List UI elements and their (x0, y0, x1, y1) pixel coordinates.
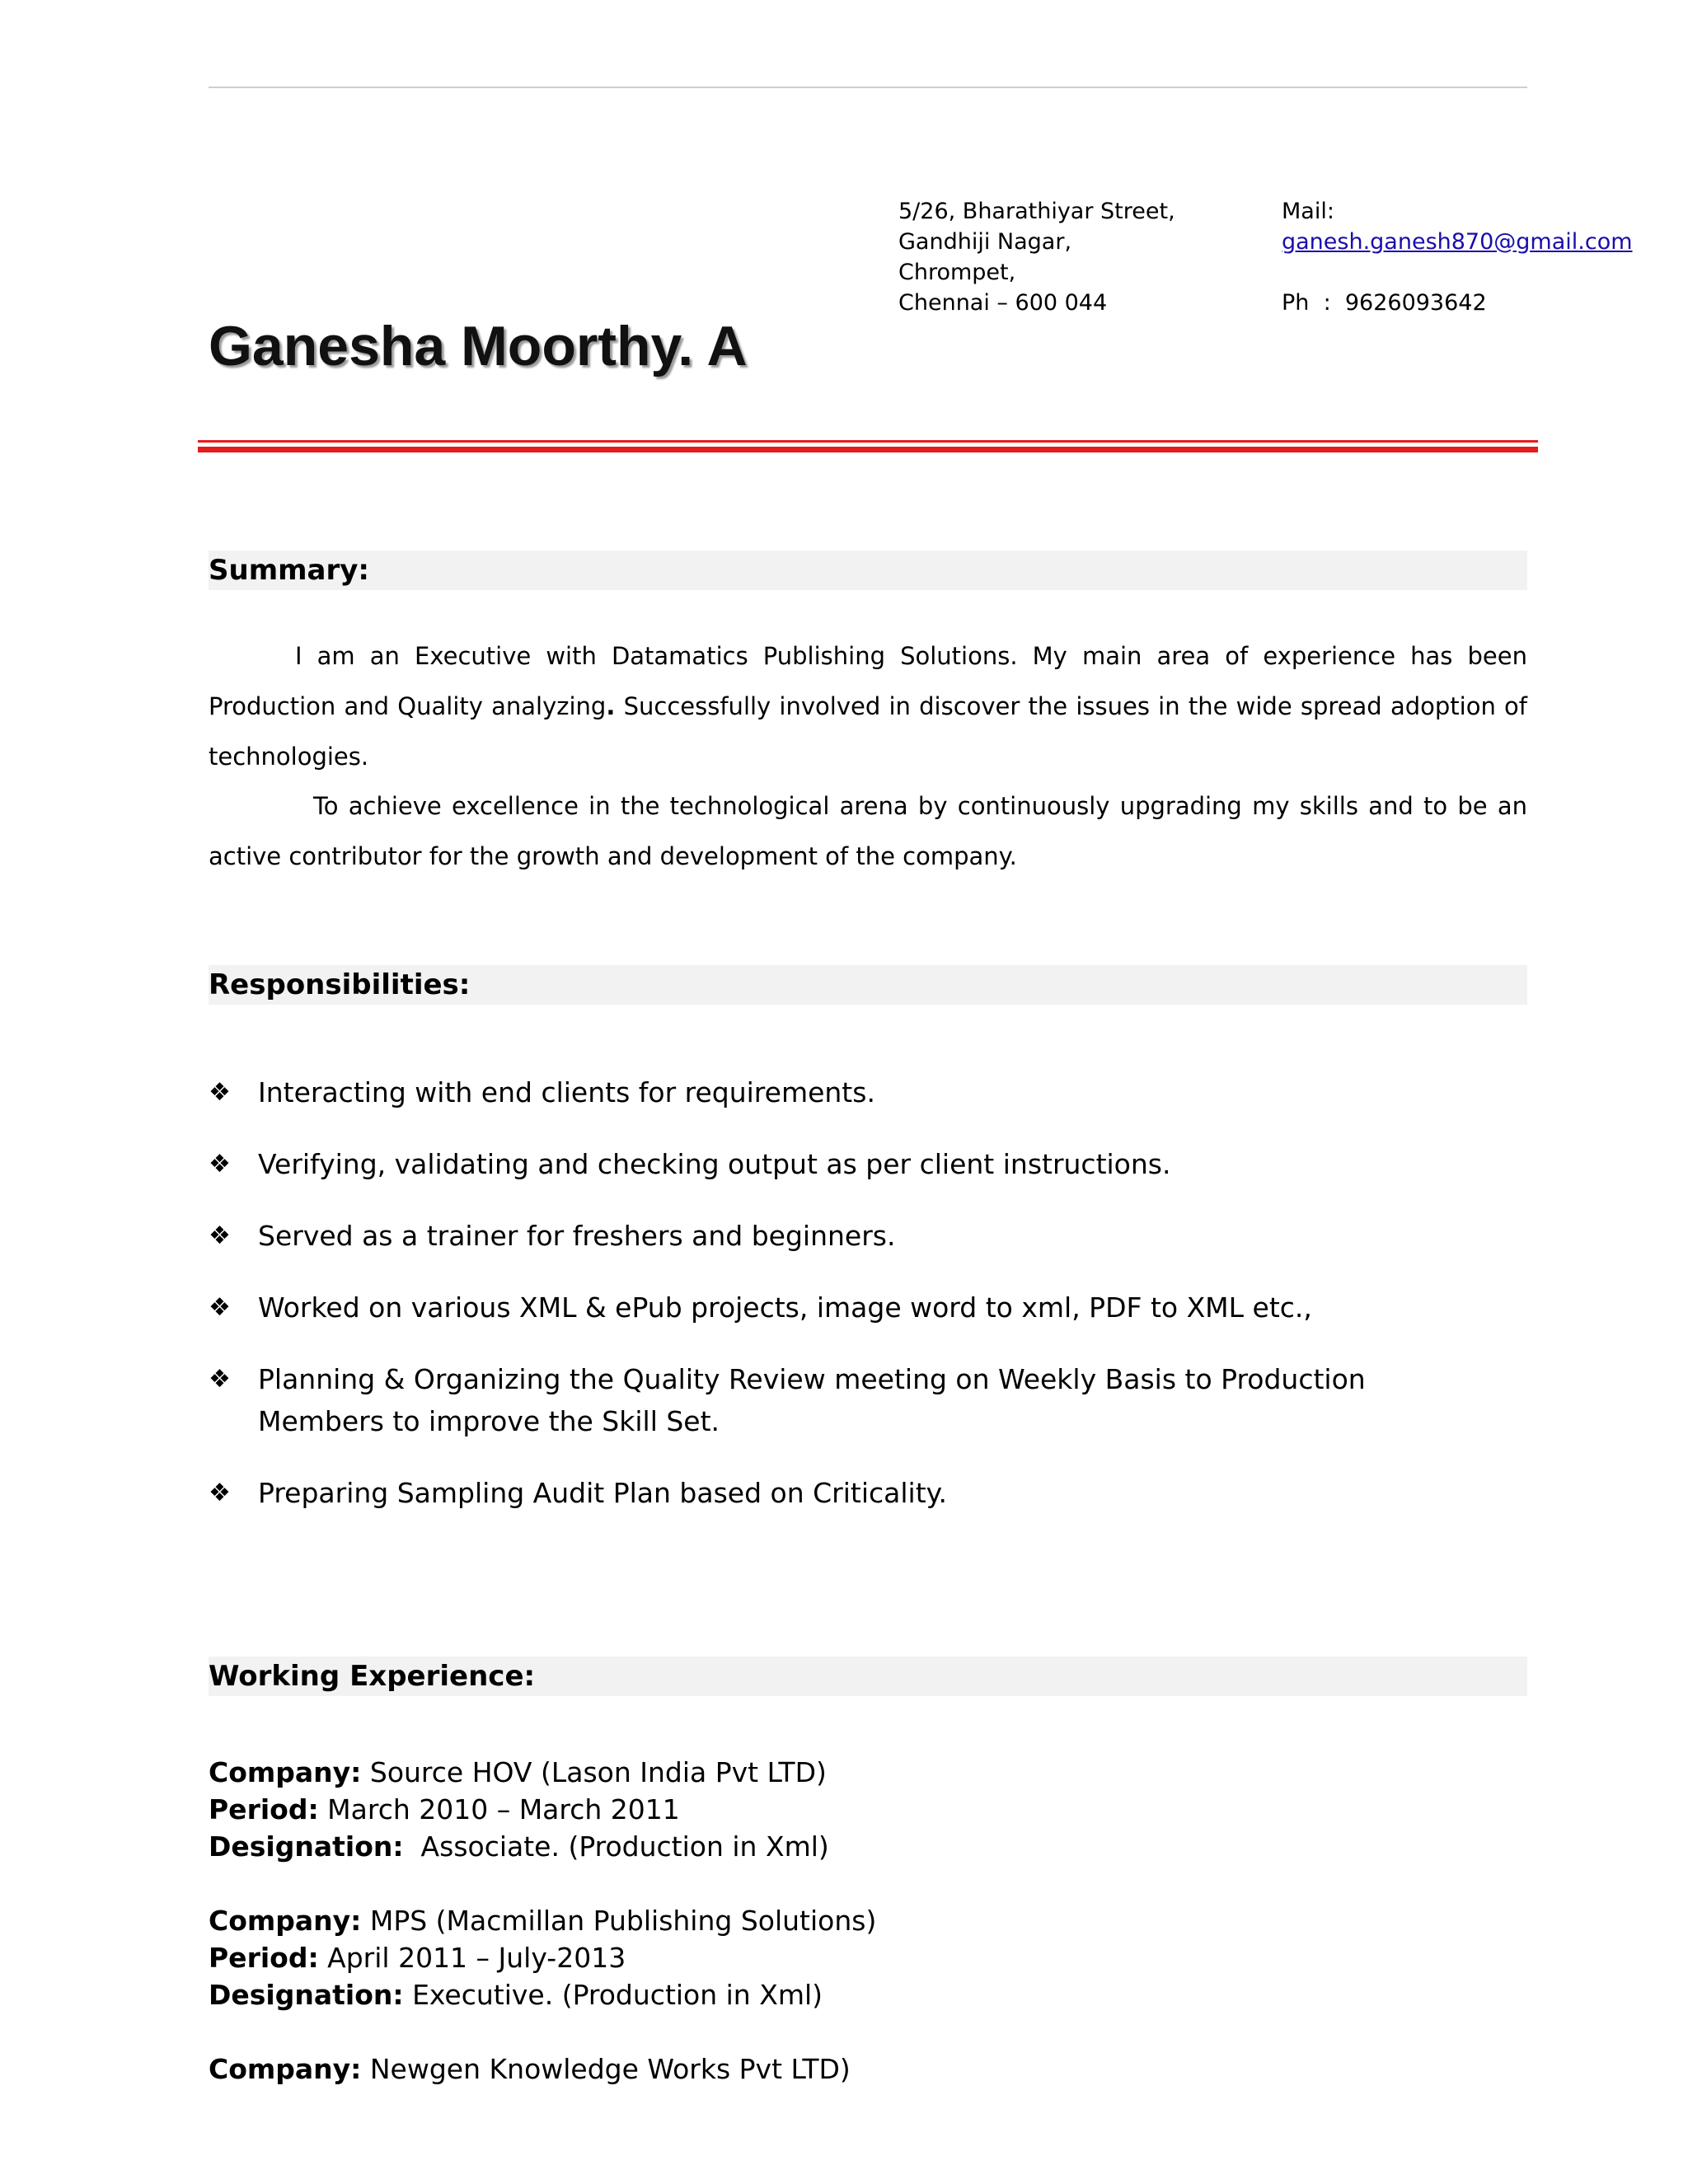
four-diamond-bullet-icon: ❖ (209, 1365, 231, 1394)
summary-period: . (606, 692, 616, 720)
header-top-rule (209, 87, 1527, 88)
four-diamond-bullet-icon: ❖ (209, 1293, 231, 1322)
phone-line (1282, 288, 1677, 318)
phone-separator: : (1323, 290, 1331, 316)
job-entry (209, 1754, 1527, 1865)
period-label: Period: (209, 1942, 319, 1974)
designation-value: Executive. (Production in Xml) (412, 1979, 823, 2011)
summary-paragraph-1 (209, 631, 1527, 782)
experience-title: Working Experience: (209, 1660, 536, 1693)
company-label: Company: (209, 1905, 362, 1937)
address-line: Chrompet, (898, 260, 1016, 285)
summary-text-b: Successfully involved in discover the issues in the wide spread adoption of technologies. (209, 692, 1527, 771)
responsibilities-list (209, 1071, 1527, 1544)
company-label: Company: (209, 2053, 362, 2085)
four-diamond-bullet-icon: ❖ (209, 1221, 231, 1250)
job-period-row (209, 1939, 1527, 1976)
company-value: Source HOV (Lason India Pvt LTD) (369, 1756, 827, 1788)
job-entry (209, 2050, 1527, 2088)
four-diamond-bullet-icon: ❖ (209, 1078, 231, 1107)
company-value: MPS (Macmillan Publishing Solutions) (369, 1905, 877, 1937)
summary-text-a: I am an Executive with Datamatics Publishing Solutions. My main area of experience has been Production and Quality analyzing (209, 642, 1527, 720)
list-item: ❖ Interacting with end clients for requirements. (209, 1071, 1527, 1113)
list-item: ❖ Worked on various XML & ePub projects, image word to xml, PDF to XML etc., (209, 1286, 1527, 1329)
list-item: ❖ Verifying, validating and checking output as per client instructions. (209, 1143, 1527, 1185)
period-label: Period: (209, 1793, 319, 1825)
job-period-row (209, 1791, 1527, 1828)
four-diamond-bullet-icon: ❖ (209, 1150, 231, 1179)
mail-label: Mail: (1282, 199, 1334, 224)
job-designation-row (209, 1976, 1527, 2013)
email-link[interactable]: ganesh.ganesh870@gmail.com (1282, 229, 1633, 255)
responsibilities-title: Responsibilities: (209, 968, 471, 1001)
four-diamond-bullet-icon: ❖ (209, 1479, 231, 1507)
job-company-row (209, 2050, 1527, 2088)
address-line: 5/26, Bharathiyar Street, (898, 199, 1175, 224)
designation-label: Designation: (209, 1830, 404, 1863)
address-line: Gandhiji Nagar, (898, 229, 1072, 255)
list-item: ❖ Served as a trainer for freshers and beginners. (209, 1215, 1527, 1257)
company-value: Newgen Knowledge Works Pvt LTD) (369, 2053, 851, 2085)
job-designation-row (209, 1828, 1527, 1865)
period-value: April 2011 – July-2013 (327, 1942, 626, 1974)
address-block (898, 196, 1220, 318)
list-item: ❖ Planning & Organizing the Quality Review meeting on Weekly Basis to Production Members to improve the Skill Set. (209, 1358, 1527, 1442)
job-entry (209, 1902, 1527, 2013)
contact-spacer (1282, 257, 1677, 288)
objective-text: To achieve excellence in the technological arena by continuously upgrading my skills and to be an active contributor for the growth and development of the company. (209, 792, 1527, 870)
designation-value: Associate. (Production in Xml) (420, 1830, 829, 1863)
phone-number: 9626093642 (1344, 290, 1487, 316)
period-value: March 2010 – March 2011 (327, 1793, 680, 1825)
summary-title: Summary: (209, 554, 370, 587)
designation-label: Designation: (209, 1979, 404, 2011)
job-company-row (209, 1754, 1527, 1791)
summary-section-bar (209, 551, 1527, 590)
contact-block (1282, 196, 1677, 318)
header-divider-thin (198, 440, 1538, 443)
company-label: Company: (209, 1756, 362, 1788)
list-item: ❖ Preparing Sampling Audit Plan based on Criticality. (209, 1472, 1527, 1514)
header-divider-thick (198, 447, 1538, 452)
address-line: Chennai – 600 044 (898, 290, 1108, 316)
summary-paragraph-2 (209, 781, 1527, 882)
candidate-name: Ganesha Moorthy. A (209, 315, 748, 377)
phone-label: Ph (1282, 290, 1310, 316)
job-company-row (209, 1902, 1527, 1939)
